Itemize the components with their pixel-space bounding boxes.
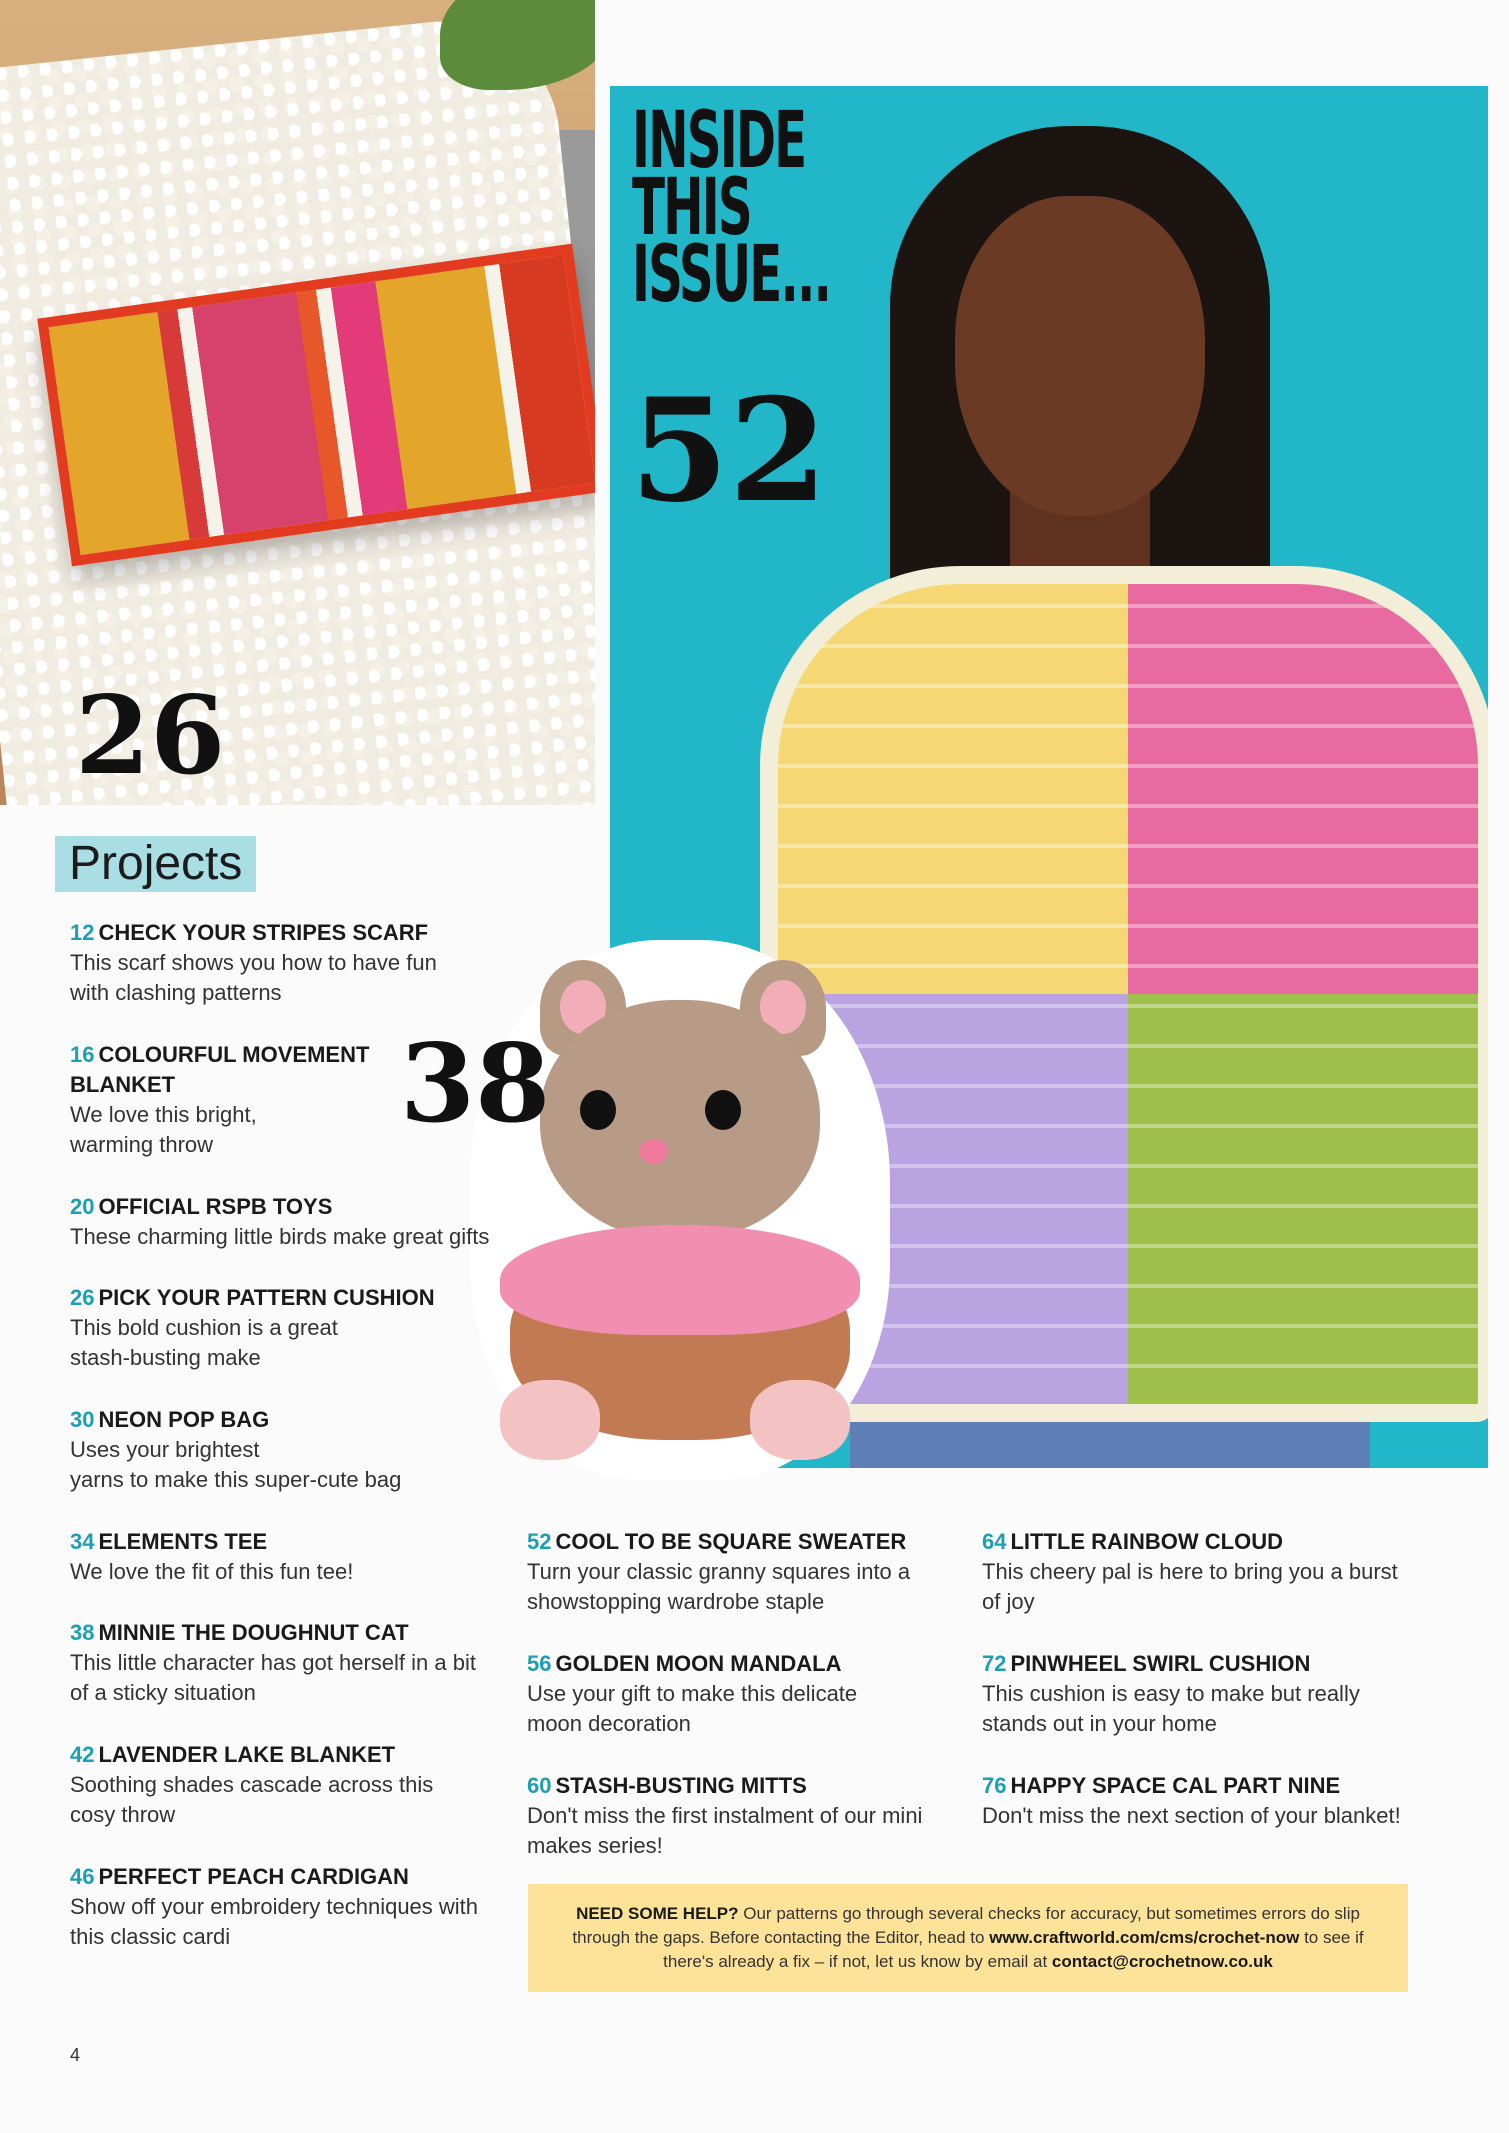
project-desc: This cushion is easy to make but really <box>982 1681 1360 1706</box>
project-desc: showstopping wardrobe staple <box>527 1589 825 1614</box>
project-title: PICK YOUR PATTERN CUSHION <box>98 1285 435 1310</box>
project-desc: Show off your embroidery techniques with <box>70 1894 479 1919</box>
project-desc: These charming little birds make great gifts <box>70 1224 490 1249</box>
project-desc: stash-busting make <box>70 1345 261 1370</box>
cover-title-line: ISSUE... <box>632 230 831 321</box>
project-desc: Soothing shades cascade across this <box>70 1772 434 1797</box>
help-box <box>528 1884 1408 1992</box>
project-item[interactable] <box>70 1527 510 1587</box>
cat-foot-left <box>500 1380 600 1460</box>
project-item[interactable] <box>982 1771 1452 1831</box>
project-title: GOLDEN MOON MANDALA <box>555 1651 842 1676</box>
cover-title <box>632 96 951 321</box>
project-item[interactable] <box>982 1527 1422 1617</box>
project-page: 26 <box>70 1285 95 1310</box>
project-item[interactable] <box>70 1040 510 1160</box>
project-item[interactable] <box>70 1405 510 1495</box>
project-desc: Turn your classic granny squares into a <box>527 1559 911 1584</box>
project-page: 38 <box>70 1620 95 1645</box>
project-desc: cosy throw <box>70 1802 176 1827</box>
cover-title-line: INSIDE <box>632 96 806 186</box>
project-item[interactable] <box>527 1771 967 1861</box>
project-desc: yarns to make this super-cute bag <box>70 1467 402 1492</box>
project-desc: of a sticky situation <box>70 1680 256 1705</box>
cover-title-line: THIS <box>632 163 751 254</box>
project-title: MINNIE THE DOUGHNUT CAT <box>98 1620 409 1645</box>
project-page: 76 <box>982 1773 1007 1798</box>
project-item[interactable] <box>70 1862 510 1952</box>
project-title: STASH-BUSTING MITTS <box>555 1773 807 1798</box>
project-title: LAVENDER LAKE BLANKET <box>98 1742 396 1767</box>
project-title: CHECK YOUR STRIPES SCARF <box>98 920 429 945</box>
cat-eye-left <box>580 1090 616 1130</box>
project-item[interactable] <box>70 1283 510 1373</box>
page-ref-cover: 52 <box>630 368 828 534</box>
project-title: COLOURFUL MOVEMENT <box>98 1042 370 1067</box>
project-desc: this classic cardi <box>70 1924 231 1949</box>
project-page: 56 <box>527 1651 552 1676</box>
project-item[interactable] <box>70 1740 510 1830</box>
project-page: 60 <box>527 1773 552 1798</box>
cat-foot-right <box>750 1380 850 1460</box>
help-url-link[interactable]: www.craftworld.com/cms/crochet-now <box>989 1928 1300 1947</box>
project-page: 64 <box>982 1529 1007 1554</box>
help-lead: NEED SOME HELP? <box>576 1904 739 1923</box>
project-title: NEON POP BAG <box>98 1407 270 1432</box>
project-page: 20 <box>70 1194 95 1219</box>
plant-leaf <box>440 0 595 90</box>
project-desc: Don't miss the next section of your blanket! <box>982 1803 1401 1828</box>
project-title: ELEMENTS TEE <box>98 1529 268 1554</box>
project-desc: This little character has got herself in a bit <box>70 1650 476 1675</box>
project-desc: Uses your brightest <box>70 1437 260 1462</box>
project-item[interactable] <box>70 918 510 1008</box>
project-page: 72 <box>982 1651 1007 1676</box>
project-title: COOL TO BE SQUARE SWEATER <box>555 1529 907 1554</box>
project-page: 12 <box>70 920 95 945</box>
project-title: HAPPY SPACE CAL PART NINE <box>1010 1773 1341 1798</box>
project-page: 34 <box>70 1529 95 1554</box>
help-text: to see if there's already a fix – if not, let us know by email at <box>663 1928 1364 1971</box>
page-ref-cat: 38 <box>400 1021 551 1147</box>
project-desc: stands out in your home <box>982 1711 1217 1736</box>
project-title: PERFECT PEACH CARDIGAN <box>98 1864 409 1889</box>
project-desc: warming throw <box>70 1132 214 1157</box>
project-title: OFFICIAL RSPB TOYS <box>98 1194 333 1219</box>
section-heading: Projects <box>55 836 256 892</box>
project-desc: of joy <box>982 1589 1035 1614</box>
project-item[interactable] <box>527 1527 967 1617</box>
project-desc: This bold cushion is a great <box>70 1315 338 1340</box>
page-number: 4 <box>70 2045 81 2065</box>
project-page: 30 <box>70 1407 95 1432</box>
project-desc: This cheery pal is here to bring you a burst <box>982 1559 1398 1584</box>
doughnut-icing <box>500 1225 860 1335</box>
project-desc: moon decoration <box>527 1711 691 1736</box>
cat-nose <box>640 1140 668 1164</box>
project-item[interactable] <box>527 1649 967 1739</box>
project-page: 16 <box>70 1042 95 1067</box>
project-desc: Use your gift to make this delicate <box>527 1681 858 1706</box>
project-item[interactable] <box>982 1649 1422 1739</box>
project-title: LITTLE RAINBOW CLOUD <box>1010 1529 1284 1554</box>
project-page: 42 <box>70 1742 95 1767</box>
project-desc: This scarf shows you how to have fun <box>70 950 437 975</box>
project-item[interactable] <box>70 1192 540 1252</box>
model-face <box>955 196 1205 516</box>
cat-eye-right <box>705 1090 741 1130</box>
project-page: 52 <box>527 1529 552 1554</box>
project-page: 46 <box>70 1864 95 1889</box>
project-desc: Don't miss the first instalment of our mini <box>527 1803 923 1828</box>
project-desc: We love this bright, <box>70 1102 257 1127</box>
project-desc: with clashing patterns <box>70 980 282 1005</box>
help-text: Our patterns go through several checks for accuracy, but sometimes errors do slip through the gaps. Before contacting the Editor, head to <box>572 1904 1360 1947</box>
project-desc: We love the fit of this fun tee! <box>70 1559 354 1584</box>
project-item[interactable] <box>70 1618 510 1708</box>
project-desc: makes series! <box>527 1833 663 1858</box>
project-title: BLANKET <box>70 1072 176 1097</box>
page-ref-cushion: 26 <box>75 673 226 799</box>
help-email-link[interactable]: contact@crochetnow.co.uk <box>1051 1952 1273 1971</box>
project-title: PINWHEEL SWIRL CUSHION <box>1010 1651 1311 1676</box>
